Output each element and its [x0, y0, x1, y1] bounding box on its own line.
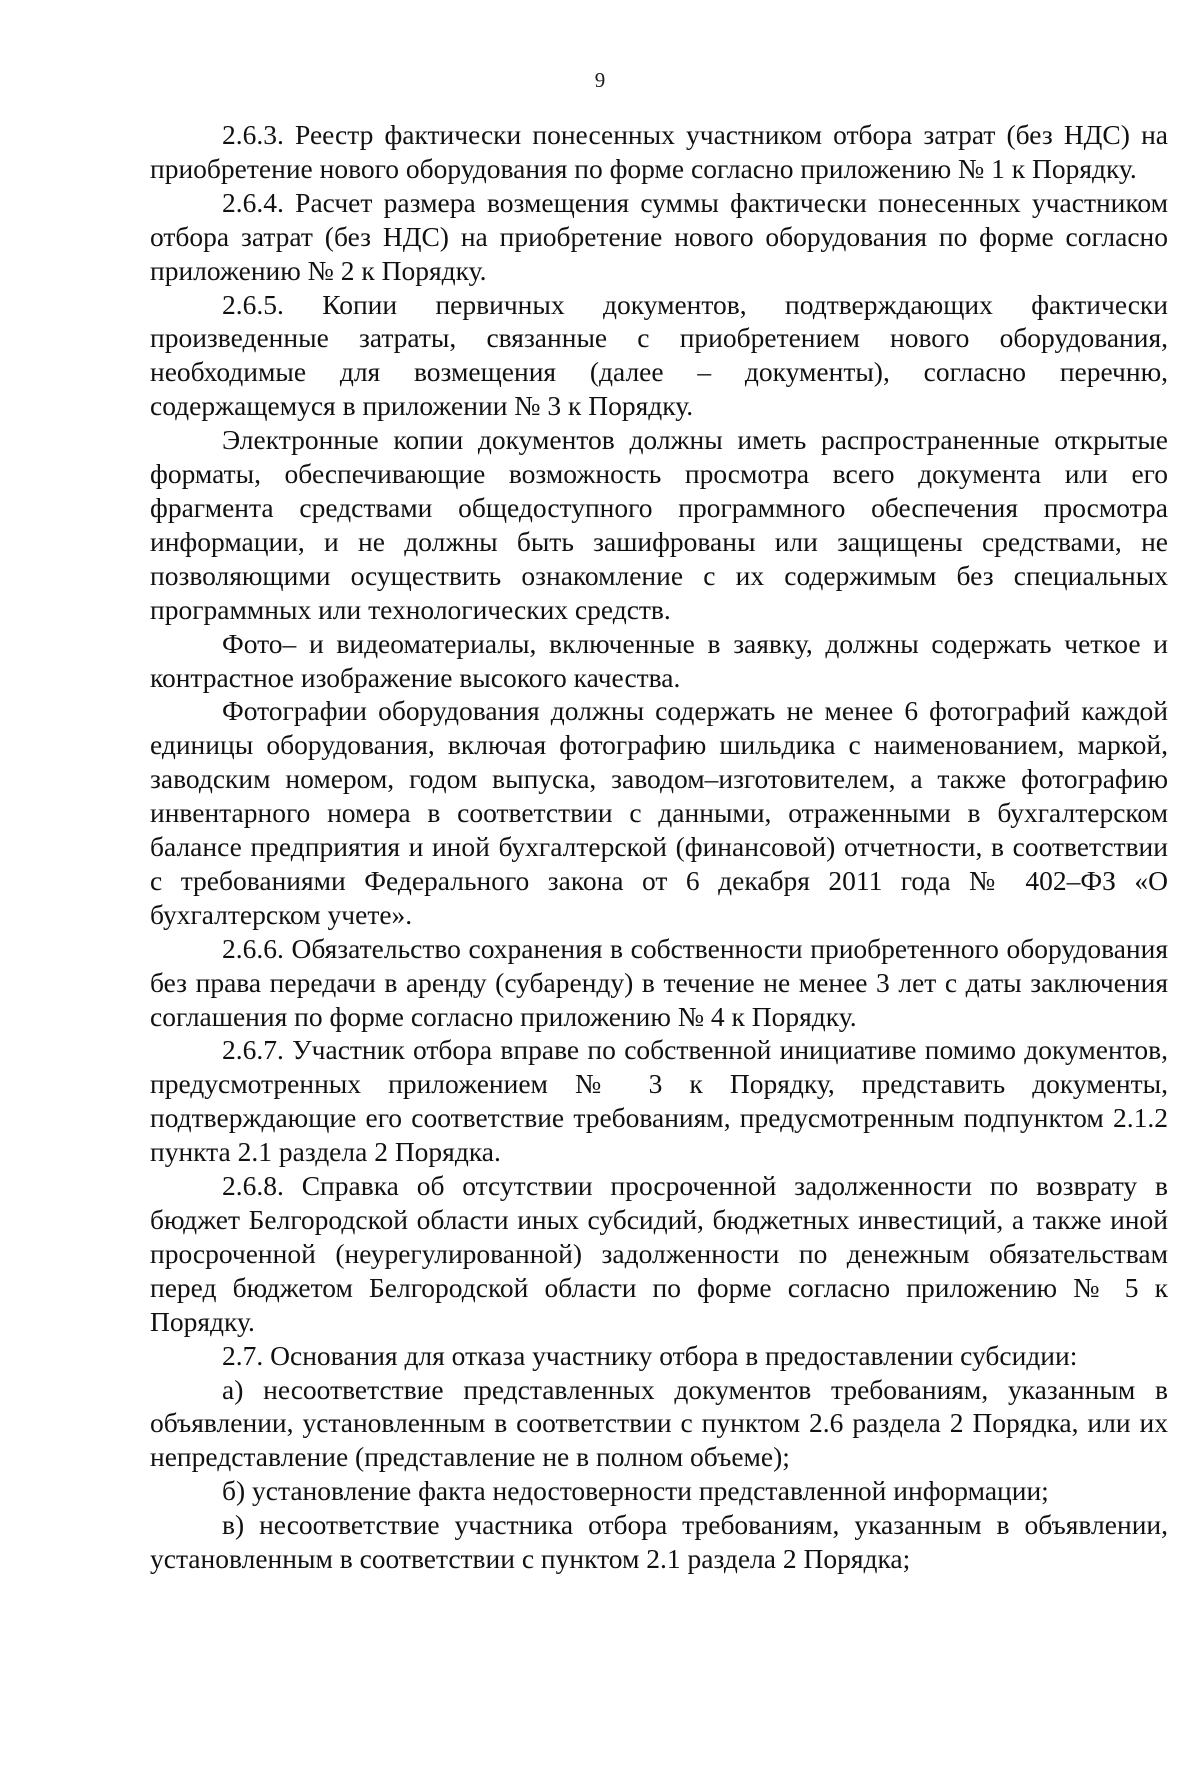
paragraph-2-6-5: 2.6.5. Копии первичных документов, подтверждающих фактически произведенные затраты, связанные с приобретением нового оборудования, необходимые для возмещения (далее – документы), согласно перечню, содержащемуся в приложении № 3 к Порядку.	[150, 288, 1168, 422]
paragraph-2-7-b: б) установление факта недостоверности представленной информации;	[222, 1475, 1049, 1507]
paragraph-2-6-6: 2.6.6. Обязательство сохранения в собственности приобретенного оборудования без права передачи в аренду (субаренду) в течение не менее 3 лет с даты заключения соглашения по форме согласно приложению № 4 к Порядку.	[150, 932, 1168, 1032]
page-number: 9	[594, 68, 606, 92]
paragraph-photo-video: Фото– и видеоматериалы, включенные в заявку, должны содержать четкое и контрастное изображение высокого качества.	[150, 627, 1168, 693]
paragraph-2-7-a: а) несоответствие представленных документов требованиям, указанным в объявлении, установленным в соответствии с пунктом 2.6 раздела 2 Порядка, или их непредставление (представление не в полном объеме);	[150, 1373, 1168, 1473]
paragraph-2-7: 2.7. Основания для отказа участнику отбора в предоставлении субсидии:	[222, 1339, 1078, 1371]
paragraph-2-6-4: 2.6.4. Расчет размера возмещения суммы фактически понесенных участником отбора затрат (без НДС) на приобретение нового оборудования по форме согласно приложению № 2 к Порядку.	[150, 186, 1168, 286]
document-body	[150, 118, 1168, 1576]
paragraph-electronic-copies: Электронные копии документов должны иметь распространенные открытые форматы, обеспечивающие возможность просмотра всего документа или его фрагмента средствами общедоступного программного обеспечения просмотра информации, и не должны быть зашифрованы или защищены средствами, не позволяющими осуществить ознакомление с их содержимым без специальных программных или технологических средств.	[150, 424, 1168, 625]
paragraph-2-6-7: 2.6.7. Участник отбора вправе по собственной инициативе помимо документов, предусмотренных приложением № 3 к Порядку, представить документы, подтверждающие его соответствие требованиям, предусмотренным подпунктом 2.1.2 пункта 2.1 раздела 2 Порядка.	[150, 1034, 1168, 1168]
paragraph-2-6-3: 2.6.3. Реестр фактически понесенных участником отбора затрат (без НДС) на приобретение нового оборудования по форме согласно приложению № 1 к Порядку.	[150, 119, 1168, 184]
paragraph-equipment-photos: Фотографии оборудования должны содержать не менее 6 фотографий каждой единицы оборудования, включая фотографию шильдика с наименованием, маркой, заводским номером, годом выпуска, заводом–изготовителем, а также фотографию инвентарного номера в соответствии с данными, отраженными в бухгалтерском балансе предприятия и иной бухгалтерской (финансовой) отчетности, в соответствии с требованиями Федерального закона от 6 декабря 2011 года № 402–ФЗ «О бухгалтерском учете».	[150, 695, 1168, 930]
paragraph-2-6-8: 2.6.8. Справка об отсутствии просроченной задолженности по возврату в бюджет Белгородской области иных субсидий, бюджетных инвестиций, а также иной просроченной (неурегулированной) задолженности по денежным обязательствам перед бюджетом Белгородской области по форме согласно приложению № 5 к Порядку.	[150, 1170, 1168, 1337]
paragraph-2-7-v: в) несоответствие участника отбора требованиям, указанным в объявлении, установленным в соответствии с пунктом 2.1 раздела 2 Порядка;	[150, 1509, 1168, 1575]
